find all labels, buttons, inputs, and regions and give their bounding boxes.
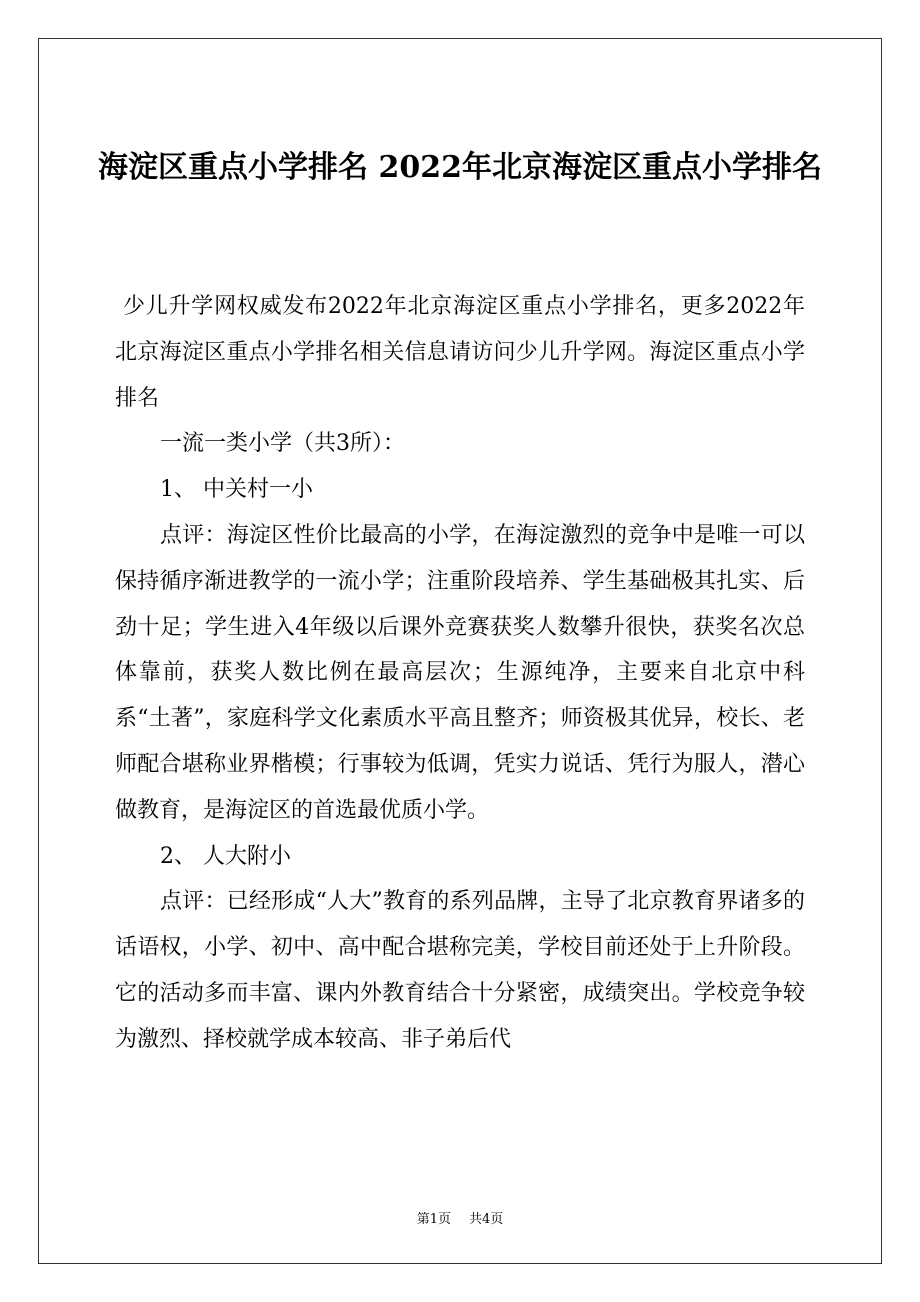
page-footer bbox=[0, 1208, 920, 1227]
page-total: 共4页 bbox=[469, 1212, 504, 1227]
intro-paragraph: 少儿升学网权威发布2022年北京海淀区重点小学排名，更多2022年北京海淀区重点小学排名相关信息请访问少儿升学网。海淀区重点小学排名 bbox=[115, 294, 805, 411]
page-number: 第1页 bbox=[416, 1212, 451, 1227]
document-title: 海淀区重点小学排名 2022年北京海淀区重点小学排名 bbox=[98, 150, 822, 185]
category-heading: 一流一类小学（共3所）： bbox=[160, 431, 405, 457]
document-body bbox=[115, 284, 805, 1063]
school-review-1: 点评：海淀区性价比最高的小学，在海淀激烈的竞争中是唯一可以保持循序渐进教学的一流小学；注重阶段培养、学生基础极其扎实、后劲十足；学生进入4年级以后课外竞赛获奖人数攀升很快，获奖名次总体靠前，获奖人数比例在最高层次；生源纯净，主要来自北京中科系“土著”，家庭科学文化素质水平高且整齐；师资极其优异，校长、老师配合堪称业界楷模；行事较为低调，凭实力说话、凭行为服人，潜心做教育，是海淀区的首选最优质小学。 bbox=[115, 522, 805, 823]
school-item-1: 1、 中关村一小 bbox=[160, 477, 313, 503]
school-review-2: 点评：已经形成“人大”教育的系列品牌，主导了北京教育界诸多的话语权，小学、初中、高中配合堪称完美，学校目前还处于上升阶段。它的活动多而丰富、课内外教育结合十分紧密，成绩突出。学校竞争较为激烈、择校就学成本较高、非子弟后代 bbox=[115, 889, 805, 1052]
school-item-2: 2、 人大附小 bbox=[160, 843, 291, 869]
